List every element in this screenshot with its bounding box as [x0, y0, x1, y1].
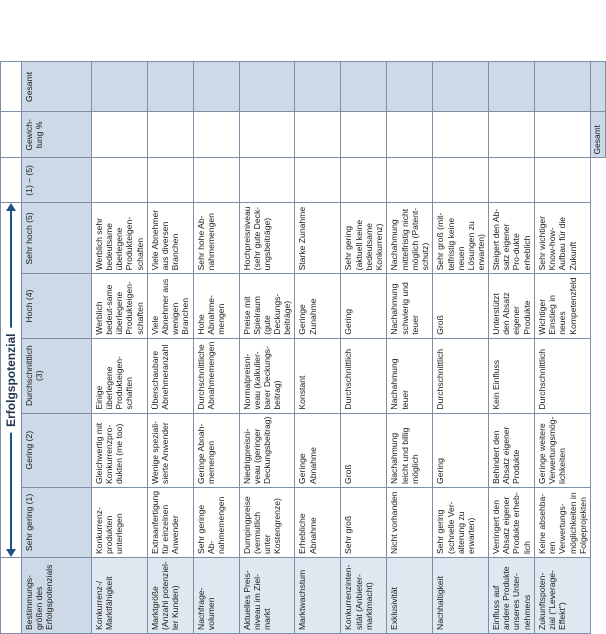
level-cell-5: Hochpreisniveau (sehr gute Deck-ungsbeiträge)	[239, 203, 295, 274]
level-cell-2: Wenige speziali-sierte Anwender	[147, 413, 193, 487]
level-cell-3: Nachahmung teuer	[387, 338, 433, 413]
total-cell	[193, 62, 239, 112]
level-cell-1: Sehr gering (schnelle Ver-alterung zu erwarten)	[433, 487, 489, 557]
arrow-left-icon	[6, 549, 16, 557]
weight-input-cell[interactable]	[147, 112, 193, 158]
level-cell-1: Konkurrenz-produkten unterlegen	[92, 487, 148, 557]
header-corner: Bestimmungs-größen des Erfolgspotenzials	[22, 558, 92, 634]
level-cell-4: Gering	[341, 274, 387, 338]
table-row	[433, 62, 489, 634]
level-cell-5: Nachahmung mittelfristig nicht möglich (Patent-schutz)	[387, 203, 433, 274]
erfolgspotenzial-table	[0, 61, 606, 634]
header-level-4: Hoch (4)	[22, 274, 92, 338]
table-row	[341, 62, 387, 634]
footer-total-label: Gesamt	[590, 112, 605, 158]
level-cell-2: Geringe Abnah-memengen	[193, 413, 239, 487]
weight-input-cell[interactable]	[387, 112, 433, 158]
table-row	[535, 62, 591, 634]
level-cell-3: Konstant	[295, 338, 341, 413]
level-cell-1: Keine absehba-ren Verwertungs-möglichkeiten in Folgeprojekten	[535, 487, 591, 557]
band-spacer	[1, 112, 22, 158]
level-cell-1: Verringert den Absatz eigener Produkte erheb-lich	[489, 487, 535, 557]
level-cell-1: Sehr groß	[341, 487, 387, 557]
level-cell-5: Sehr gering (aktuell keine bedeutsame Konkurrenz)	[341, 203, 387, 274]
table-row	[239, 62, 295, 634]
weight-input-cell[interactable]	[295, 112, 341, 158]
level-cell-2: Geringe Abnahme	[295, 413, 341, 487]
table-row	[147, 62, 193, 634]
row-criterion: Exklusivität	[387, 558, 433, 634]
total-cell	[92, 62, 148, 112]
level-cell-5: Sehr groß (mit-telfristig keine neuen Lösungen zu erwarten)	[433, 203, 489, 274]
total-cell	[239, 62, 295, 112]
level-cell-5: Werblich sehr bedeutsame überlegene Produkteigen-schaften	[92, 203, 148, 274]
total-cell	[341, 62, 387, 112]
level-cell-4: Nachahmung schwierig und teuer	[387, 274, 433, 338]
weight-input-cell[interactable]	[239, 112, 295, 158]
level-cell-2: Niedrigpreisni-veau (geringer Deckungsbeitrag)	[239, 413, 295, 487]
level-cell-4: Preise mit Spielraum (gute Deckungs-beiträge)	[239, 274, 295, 338]
score-input-cell[interactable]	[193, 158, 239, 203]
table-row	[387, 62, 433, 634]
weight-input-cell[interactable]	[341, 112, 387, 158]
score-input-cell[interactable]	[92, 158, 148, 203]
total-cell	[433, 62, 489, 112]
row-criterion: Konkurrenz-/ Marktfähigkeit	[92, 558, 148, 634]
header-total: Gesamt	[22, 62, 92, 112]
level-cell-3: Normalpreisni-veau (kalkulier-barer Deckungs-beitrag)	[239, 338, 295, 413]
total-cell	[147, 62, 193, 112]
level-cell-1: Extraanfertigung für einzelnen Anwender	[147, 487, 193, 557]
row-criterion: Marktgröße (Anzahl potenziel-ler Kunden)	[147, 558, 193, 634]
level-cell-3: Kein Einfluss	[489, 338, 535, 413]
level-cell-4: Geringe Zunahme	[295, 274, 341, 338]
table-row	[489, 62, 535, 634]
row-criterion: Konkurrenzinten-sität (Anbieter-marktmacht)	[341, 558, 387, 634]
table-row	[92, 62, 148, 634]
row-criterion: Aktuelles Preis-niveau im Ziel-markt	[239, 558, 295, 634]
weight-input-cell[interactable]	[535, 112, 591, 158]
level-cell-1: Nicht vorhanden	[387, 487, 433, 557]
row-criterion: Marktwachstum	[295, 558, 341, 634]
arrow-right-icon	[6, 203, 16, 211]
weight-input-cell[interactable]	[92, 112, 148, 158]
row-criterion: Nachhaltigkeit	[433, 558, 489, 634]
table-row	[295, 62, 341, 634]
level-cell-5: Steigert den Ab-satz eigener Pro-dukte erheblich	[489, 203, 535, 274]
level-cell-4: Hohe Abnahme-mengen	[193, 274, 239, 338]
footer-row	[590, 62, 605, 634]
weight-input-cell[interactable]	[193, 112, 239, 158]
level-cell-2: Behindert den Absatz eigener Produkte	[489, 413, 535, 487]
total-cell	[535, 62, 591, 112]
level-cell-4: Viele Abnehmer aus wenigen Branchen	[147, 274, 193, 338]
header-level-3: Durchschnittlich (3)	[22, 338, 92, 413]
total-cell	[295, 62, 341, 112]
header-weight: Gewich-tung %	[22, 112, 92, 158]
footer-blank	[590, 158, 605, 634]
header-level-5: Sehr hoch (5)	[22, 203, 92, 274]
table-row	[193, 62, 239, 634]
level-cell-3: Durchschnittlich	[433, 338, 489, 413]
level-cell-4: Unterstützt den Absatz eigener Produkte	[489, 274, 535, 338]
level-cell-1: Sehr geringe Ab-nahmemengen	[193, 487, 239, 557]
level-cell-5: Viele Abnehmer aus diversen Branchen	[147, 203, 193, 274]
level-cell-1: Dumpingpreise (vermutlich unter Kostengrenze)	[239, 487, 295, 557]
total-cell	[387, 62, 433, 112]
weight-input-cell[interactable]	[433, 112, 489, 158]
level-cell-5: Sehr wichtiger Know-how-Aufbau für die Zukunft	[535, 203, 591, 274]
score-input-cell[interactable]	[341, 158, 387, 203]
band-spacer	[1, 558, 22, 634]
level-cell-3: Durchschnittlich	[535, 338, 591, 413]
header-row	[22, 62, 92, 634]
level-cell-2: Gering	[433, 413, 489, 487]
band-spacer	[1, 158, 22, 203]
score-input-cell[interactable]	[295, 158, 341, 203]
header-score: (1) – (5)	[22, 158, 92, 203]
level-cell-3: Durchschnittliche Abnahmemengen	[193, 338, 239, 413]
level-cell-3: Einige überlegene Produkteigen-schaften	[92, 338, 148, 413]
level-cell-3: Durchschnittlich	[341, 338, 387, 413]
weight-input-cell[interactable]	[489, 112, 535, 158]
erfolgspotenzial-band	[1, 203, 22, 558]
level-cell-5: Sehr hohe Ab-nahmemengen	[193, 203, 239, 274]
score-input-cell[interactable]	[489, 158, 535, 203]
level-cell-5: Starke Zunahme	[295, 203, 341, 274]
level-cell-2: Geringe weitere Verwertungsmög-lichkeiten	[535, 413, 591, 487]
header-level-1: Sehr gering (1)	[22, 487, 92, 557]
level-cell-2: Nachahmung leicht und billig möglich	[387, 413, 433, 487]
band-spacer	[1, 62, 22, 112]
score-input-cell[interactable]	[433, 158, 489, 203]
score-input-cell[interactable]	[147, 158, 193, 203]
header-level-2: Gering (2)	[22, 413, 92, 487]
level-cell-4: Wichtiger Einstieg in neues Kompetenzfeld	[535, 274, 591, 338]
footer-total-value	[590, 62, 605, 112]
score-input-cell[interactable]	[535, 158, 591, 203]
level-cell-4: Werblich bedeut-same überlegene Produkteigen-schaften	[92, 274, 148, 338]
level-cell-3: Überschaubare Abnehmeranzahl	[147, 338, 193, 413]
row-criterion: Zukunftspoten-zial ("Leverage-Effekt")	[535, 558, 591, 634]
level-cell-4: Groß	[433, 274, 489, 338]
score-input-cell[interactable]	[239, 158, 295, 203]
level-cell-1: Erhebliche Abnahme	[295, 487, 341, 557]
row-criterion: Einfluss auf andere Produkte unseres Unter-nehmens	[489, 558, 535, 634]
band-row	[1, 62, 22, 634]
band-title: Erfolgspotenzial	[3, 328, 19, 433]
level-cell-2: Groß	[341, 413, 387, 487]
score-input-cell[interactable]	[387, 158, 433, 203]
total-cell	[489, 62, 535, 112]
row-criterion: Nachfrage-volumen	[193, 558, 239, 634]
level-cell-2: Gleichwertig mit Konkurrenzpro-dukten (me too)	[92, 413, 148, 487]
